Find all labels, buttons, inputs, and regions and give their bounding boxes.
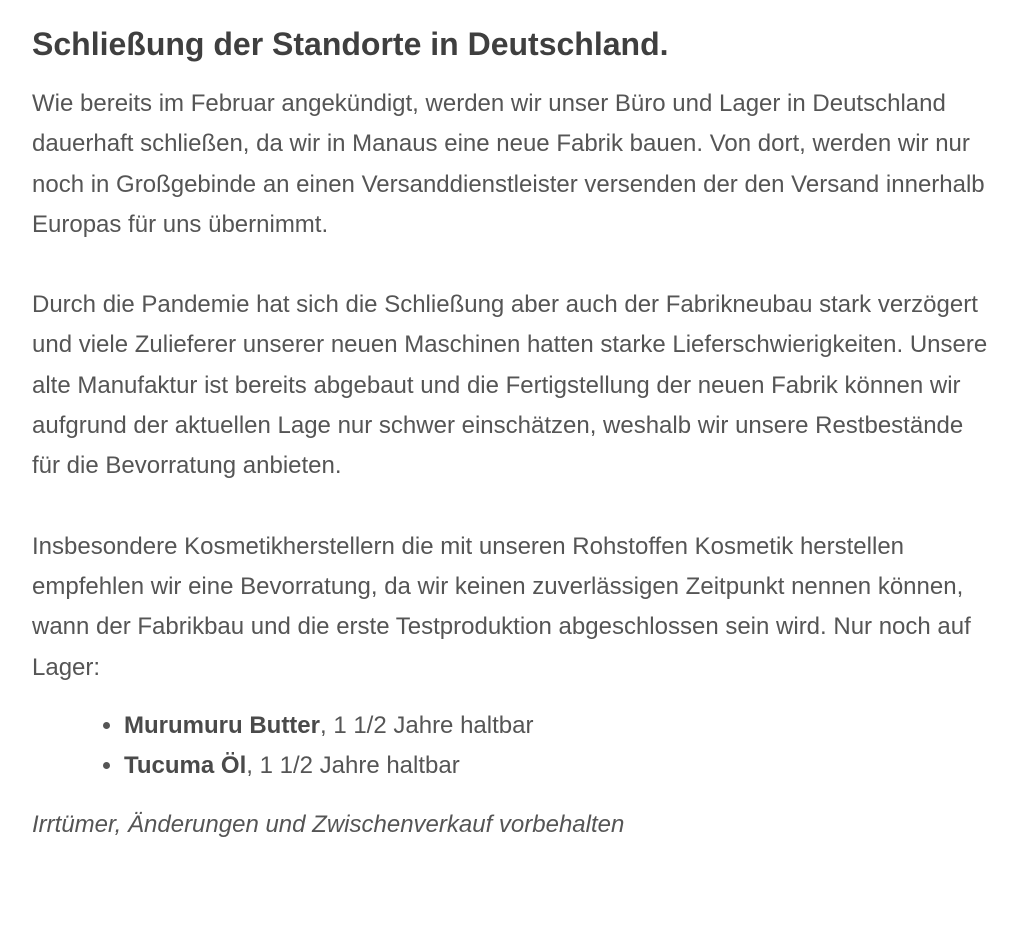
paragraph-closure: Wie bereits im Februar angekündigt, werden wir unser Büro und Lager in Deutschland dauerhaft schließen, da wir in Manaus eine neue Fabrik bauen. Von dort, werden wir nur noch in Großgebinde an einen Versanddienstleister versenden der den Versand innerhalb Europas für uns übernimmt.	[32, 90, 985, 238]
stock-list	[32, 706, 994, 787]
page-title: Schließung der Standorte in Deutschland.	[32, 26, 669, 62]
list-item	[124, 746, 994, 787]
list-item	[124, 706, 994, 747]
product-name: Murumuru Butter	[124, 711, 320, 739]
paragraph-stockpiling: Insbesondere Kosmetikherstellern die mit unseren Rohstoffen Kosmetik herstellen empfehlen wir eine Bevorratung, da wir keinen zuverlässigen Zeitpunkt nennen können, wann der Fabrikbau und die erste Testproduktion abgeschlossen sein wird. Nur noch auf Lager:	[32, 532, 971, 681]
product-detail: , 1 1/2 Jahre haltbar	[319, 711, 534, 739]
product-name: Tucuma Öl	[124, 752, 247, 780]
disclaimer-note: Irrtümer, Änderungen und Zwischenverkauf vorbehalten	[32, 810, 625, 838]
product-detail: , 1 1/2 Jahre haltbar	[246, 752, 460, 780]
paragraph-pandemic-delay: Durch die Pandemie hat sich die Schließung aber auch der Fabrikneubau stark verzögert und viele Zulieferer unserer neuen Maschinen hatten starke Lieferschwierigkeiten. Unsere alte Manufaktur ist bereits abgebaut und die Fertigstellung der neuen Fabrik können wir aufgrund der aktuellen Lage nur schwer einschätzen, weshalb wir unsere Restbestände für die Bevorratung anbieten.	[32, 291, 988, 480]
